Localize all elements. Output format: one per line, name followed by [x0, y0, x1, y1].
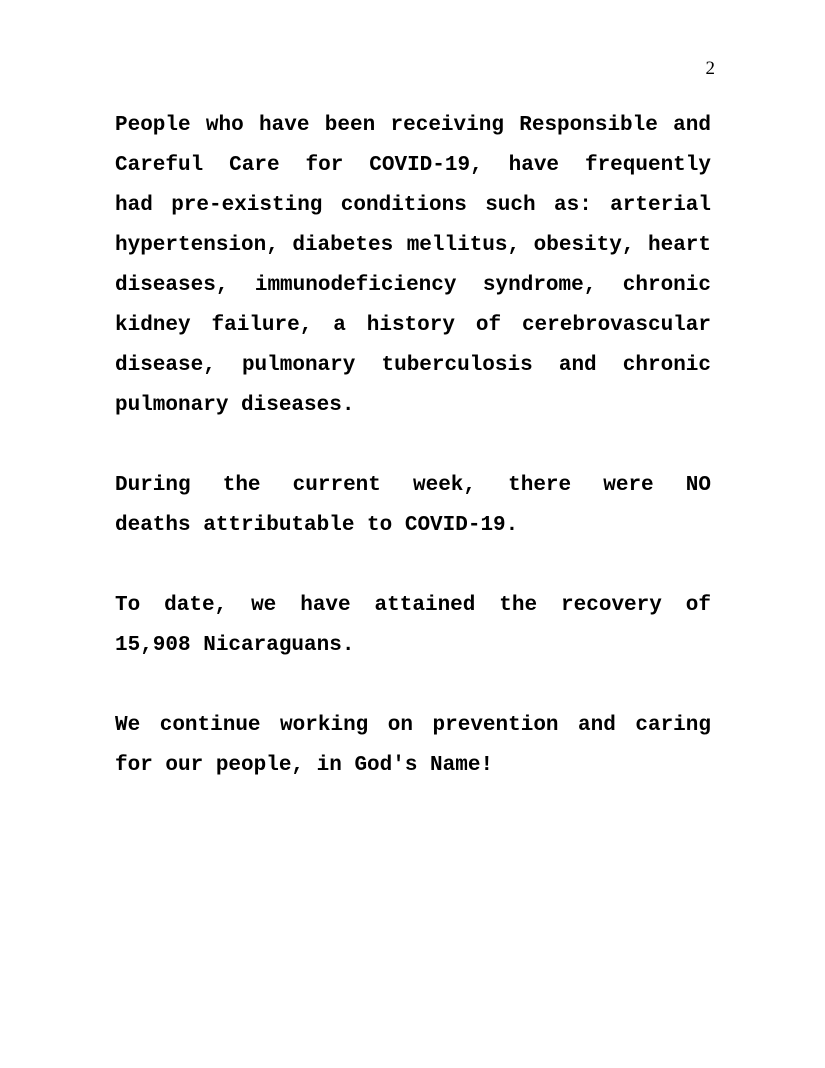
text-line: had pre-existing conditions such as: arterial: [115, 194, 711, 217]
paragraph-closing-statement: [115, 706, 711, 786]
text-line: People who have been receiving Responsible and: [115, 114, 711, 137]
text-line: We continue working on prevention and caring: [115, 714, 711, 737]
text-line: pulmonary diseases.: [115, 394, 355, 417]
paragraph-preexisting-conditions: [115, 106, 711, 426]
page-number: 2: [705, 58, 715, 79]
text-line: Careful Care for COVID-19, have frequently: [115, 154, 711, 177]
paragraph-weekly-deaths: [115, 466, 711, 546]
text-line: deaths attributable to COVID-19.: [115, 514, 519, 537]
document-body: [115, 106, 711, 826]
text-line: hypertension, diabetes mellitus, obesity, heart: [115, 234, 711, 257]
text-line: diseases, immunodeficiency syndrome, chronic: [115, 274, 711, 297]
text-line: 15,908 Nicaraguans.: [115, 634, 355, 657]
text-line: During the current week, there were NO: [115, 474, 711, 497]
text-line: disease, pulmonary tuberculosis and chronic: [115, 354, 711, 377]
text-line: for our people, in God's Name!: [115, 754, 494, 777]
text-line: kidney failure, a history of cerebrovascular: [115, 314, 711, 337]
text-line: To date, we have attained the recovery of: [115, 594, 711, 617]
paragraph-recoveries: [115, 586, 711, 666]
